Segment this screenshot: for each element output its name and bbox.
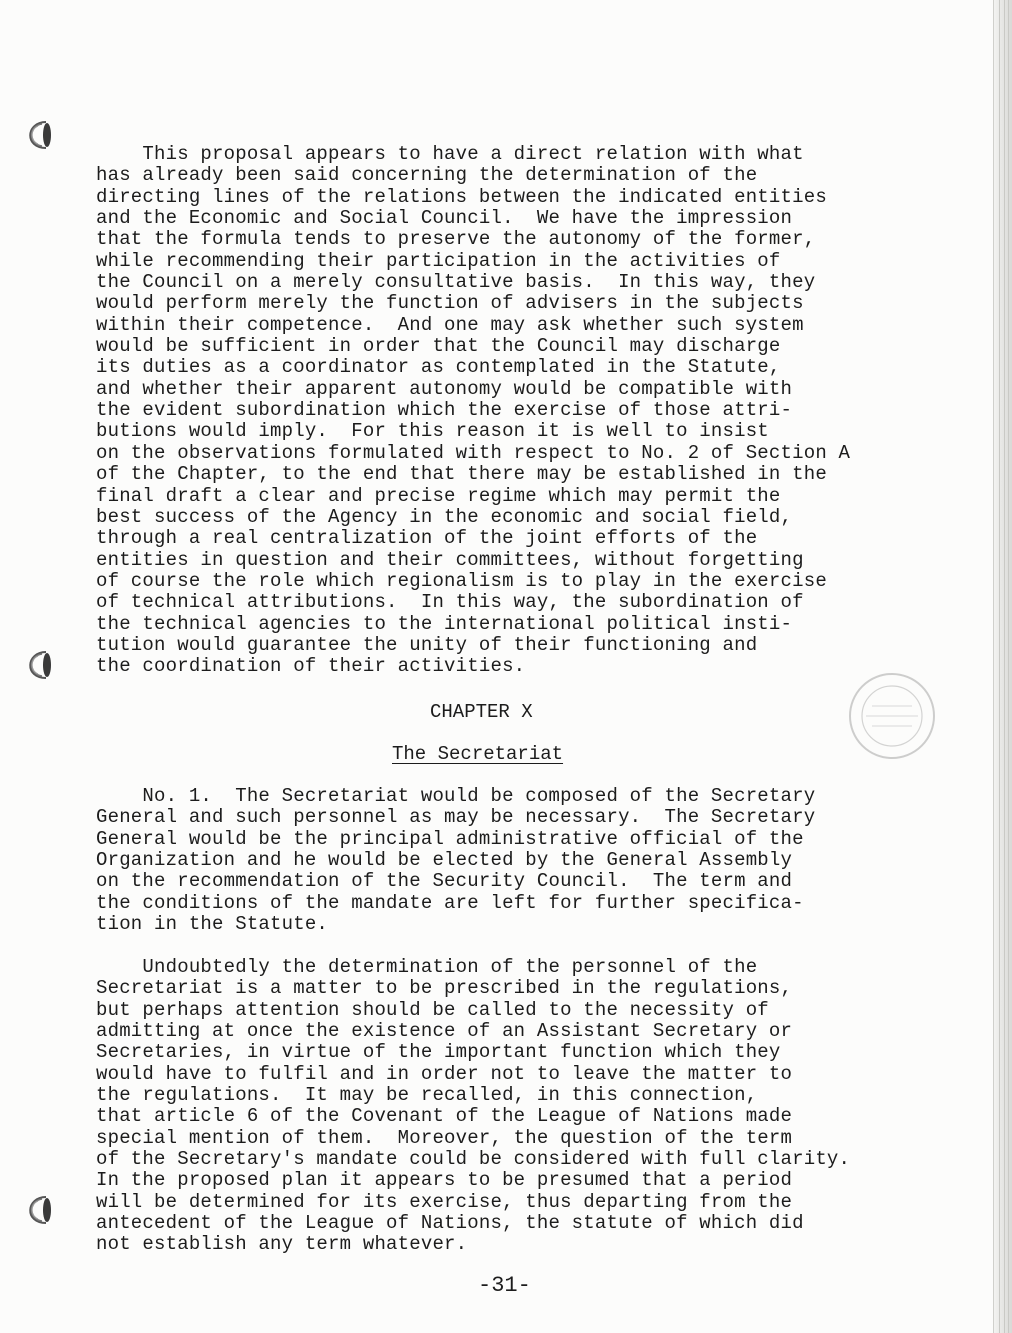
- text-line: Secretaries, in virtue of the important function which they: [96, 1041, 781, 1064]
- text-line: on the recommendation of the Security Council. The term and: [96, 870, 793, 893]
- text-line: would perform merely the function of advisers in the subjects: [96, 292, 804, 315]
- text-line: directing lines of the relations between the indicated entities: [96, 185, 827, 208]
- text-line: will be determined for its exercise, thus departing from the: [96, 1190, 793, 1213]
- text-line: the regulations. It may be recalled, in this connection,: [96, 1084, 758, 1107]
- text-line: but perhaps attention should be called to the necessity of: [96, 998, 769, 1021]
- text-line: of the Secretary's mandate could be considered with full clarity.: [96, 1148, 851, 1171]
- text-line: while recommending their participation in the activities of: [96, 249, 781, 272]
- text-line: butions would imply. For this reason it is well to insist: [96, 420, 769, 443]
- text-line: would have to fulfil and in order not to leave the matter to: [96, 1062, 793, 1085]
- archive-stamp-icon: [846, 670, 938, 762]
- text-line: through a real centralization of the joint efforts of the: [96, 527, 758, 550]
- text-line: the technical agencies to the international political insti-: [96, 612, 793, 635]
- text-line: entities in question and their committees, without forgetting: [96, 548, 804, 571]
- text-line: tution would guarantee the unity of their functioning and: [96, 633, 758, 656]
- text-line: best success of the Agency in the economic and social field,: [96, 505, 793, 528]
- section-title: The Secretariat: [392, 743, 564, 765]
- page-number: -31-: [478, 1273, 531, 1298]
- text-line: that article 6 of the Covenant of the League of Nations made: [96, 1105, 793, 1128]
- text-line: General would be the principal administrative official of the: [96, 827, 804, 850]
- text-line: Undoubtedly the determination of the personnel of the: [96, 956, 758, 978]
- paragraph-2: [96, 786, 916, 935]
- page-edge: [993, 0, 1012, 1333]
- chapter-heading: CHAPTER X: [430, 701, 533, 723]
- text-line: Organization and he would be elected by the General Assembly: [96, 849, 793, 872]
- text-line: antecedent of the League of Nations, the statute of which did: [96, 1212, 804, 1235]
- text-line: admitting at once the existence of an Assistant Secretary or: [96, 1020, 793, 1043]
- text-line: In the proposed plan it appears to be presumed that a period: [96, 1169, 793, 1192]
- paragraph-3: [96, 957, 916, 1256]
- text-line: its duties as a coordinator as contemplated in the Statute,: [96, 356, 781, 379]
- text-line: special mention of them. Moreover, the question of the term: [96, 1126, 793, 1149]
- text-line: the coordination of their activities.: [96, 655, 526, 678]
- text-line: and the Economic and Social Council. We have the impression: [96, 207, 793, 230]
- text-line: Secretariat is a matter to be prescribed in the regulations,: [96, 977, 793, 1000]
- text-line: on the observations formulated with respect to No. 2 of Section A: [96, 441, 851, 464]
- paragraph-1: [96, 144, 916, 678]
- text-line: the conditions of the mandate are left for further specifica-: [96, 891, 804, 914]
- text-line: of course the role which regionalism is to play in the exercise: [96, 569, 827, 592]
- text-line: General and such personnel as may be necessary. The Secretary: [96, 806, 816, 829]
- text-line: final draft a clear and precise regime which may permit the: [96, 484, 781, 507]
- text-line: that the formula tends to preserve the autonomy of the former,: [96, 228, 816, 251]
- binder-ring-icon: [16, 648, 52, 682]
- text-line: and whether their apparent autonomy would be compatible with: [96, 377, 793, 400]
- text-line: within their competence. And one may ask whether such system: [96, 313, 804, 336]
- text-line: of technical attributions. In this way, the subordination of: [96, 591, 804, 614]
- text-line: No. 1. The Secretariat would be composed of the Secretary: [96, 785, 816, 807]
- binder-ring-icon: [16, 118, 52, 152]
- text-line: would be sufficient in order that the Council may discharge: [96, 335, 781, 358]
- binder-ring-icon: [16, 1193, 52, 1227]
- text-line: of the Chapter, to the end that there may be established in the: [96, 463, 827, 486]
- text-line: This proposal appears to have a direct relation with what: [96, 143, 804, 165]
- text-line: the evident subordination which the exercise of those attri-: [96, 399, 793, 422]
- text-line: tion in the Statute.: [96, 913, 329, 936]
- text-line: not establish any term whatever.: [96, 1233, 468, 1256]
- text-line: has already been said concerning the determination of the: [96, 164, 758, 187]
- text-line: the Council on a merely consultative basis. In this way, they: [96, 271, 816, 294]
